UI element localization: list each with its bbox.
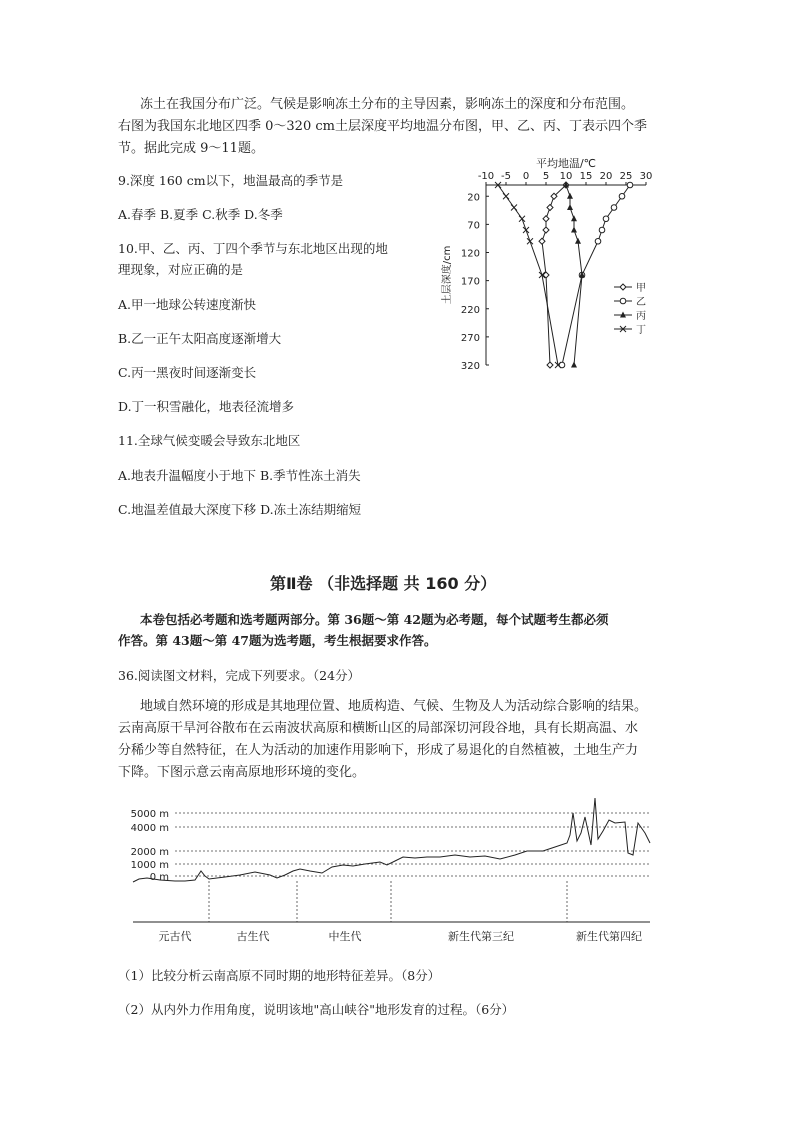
- elevation-label: 1000 m: [130, 860, 169, 871]
- section-2-instructions-2: 作答。第 43题～第 47题为选考题，考生根据要求作答。: [118, 633, 437, 648]
- q10-option-b: B.乙一正午太阳高度逐渐增大: [118, 331, 282, 346]
- intro-line-1: 冻土在我国分布广泛。气候是影响冻土分布的主导因素，影响冻土的深度和分布范围。: [140, 97, 635, 112]
- terrain-profile-line: [130, 798, 650, 882]
- series-marker: [539, 238, 545, 244]
- q36-para-2: 云南高原干旱河谷散布在云南波状高原和横断山区的局部深切河段谷地，具有长期高温、水: [118, 721, 639, 736]
- elevation-label: 4000 m: [130, 823, 169, 834]
- series-marker: [627, 182, 633, 188]
- q36-stem: 36.阅读图文材料，完成下列要求。（24分）: [118, 668, 361, 683]
- q36-para-4: 下降。下图示意云南高原地形环境的变化。: [118, 765, 366, 780]
- series-marker: [543, 216, 549, 222]
- q36-para-3: 分稀少等自然特征，在人为活动的加速作用影响下，形成了易退化的自然植被，土地生产力: [118, 743, 639, 758]
- legend-item: [614, 296, 646, 308]
- legend-label: 丙: [636, 311, 646, 322]
- x-tick-label: 20: [599, 171, 613, 182]
- period-label: 中生代: [328, 930, 362, 943]
- q9-options: A.春季 B.夏季 C.秋季 D.冬季: [118, 207, 283, 222]
- legend-item: [614, 282, 646, 294]
- y-tick-label: 270: [460, 332, 480, 344]
- series-marker: [571, 227, 577, 233]
- legend-label: 甲: [636, 283, 646, 294]
- q10-option-c: C.丙一黑夜时间逐渐变长: [118, 365, 257, 380]
- y-tick-label: 120: [460, 248, 480, 260]
- chart-title: 平均地温/℃: [535, 157, 597, 170]
- soil-temperature-chart: [436, 155, 676, 380]
- y-tick-label: 20: [467, 192, 480, 204]
- period-label: 新生代第四纪: [576, 930, 642, 943]
- series-marker: [567, 204, 573, 210]
- elevation-label: 5000 m: [130, 809, 169, 820]
- series-marker: [547, 205, 553, 211]
- x-tick-label: -10: [477, 171, 495, 182]
- legend-label: 丁: [636, 325, 646, 336]
- legend-item: [614, 310, 646, 322]
- q36-sub-2: （2）从内外力作用角度，说明该地"高山峡谷"地形发育的过程。（6分）: [118, 1002, 515, 1017]
- section-2-instructions-1: 本卷包括必考题和选考题两部分。第 36题～第 42题为必考题，每个试题考生都必须: [140, 612, 609, 627]
- q10-stem-2: 理现象，对应正确的是: [118, 262, 244, 277]
- x-tick-label: 0: [522, 171, 530, 182]
- series-marker: [603, 216, 609, 222]
- series-乙: [559, 182, 633, 368]
- q10-stem-1: 10.甲、乙、丙、丁四个季节与东北地区出现的地: [118, 241, 388, 256]
- q11-options-2: C.地温差值最大深度下移 D.冻土冻结期缩短: [118, 502, 362, 517]
- q36-para-1: 地域自然环境的形成是其地理位置、地质构造、气候、生物及人为活动综合影响的结果。: [140, 699, 648, 714]
- y-tick-label: 70: [467, 220, 480, 232]
- legend-label: 乙: [636, 297, 646, 308]
- elevation-label: 2000 m: [130, 847, 169, 858]
- series-marker: [620, 298, 626, 304]
- section-2-title: 第Ⅱ卷 （非选择题 共 160 分）: [270, 574, 497, 593]
- series-line: [562, 185, 630, 365]
- series-marker: [619, 193, 625, 199]
- series-marker: [547, 362, 553, 368]
- series-marker: [575, 238, 581, 244]
- period-label: 元古代: [158, 930, 192, 943]
- period-label: 古生代: [236, 930, 270, 943]
- x-tick-label: 10: [559, 171, 573, 182]
- q36-sub-1: （1）比较分析云南高原不同时期的地形特征差异。（8分）: [118, 968, 441, 983]
- series-marker: [543, 227, 549, 233]
- y-tick-label: 320: [460, 361, 480, 372]
- y-tick-label: 220: [460, 304, 480, 316]
- series-marker: [571, 362, 577, 368]
- x-tick-label: 25: [619, 171, 633, 182]
- q11-stem: 11.全球气候变暖会导致东北地区: [118, 433, 301, 448]
- y-tick-label: 170: [460, 276, 480, 288]
- series-marker: [599, 227, 605, 233]
- legend-item: [614, 324, 646, 336]
- series-丙: [563, 182, 585, 368]
- elevation-label: 0 m: [149, 872, 169, 883]
- q11-options-1: A.地表升温幅度小于地下 B.季节性冻土消失: [118, 468, 361, 483]
- series-marker: [595, 238, 601, 244]
- intro-line-2: 右图为我国东北地区四季 0～320 cm土层深度平均地温分布图，甲、乙、丙、丁表示四个季: [118, 119, 647, 134]
- series-marker: [611, 205, 617, 211]
- q10-option-a: A.甲一地球公转速度渐快: [118, 297, 257, 312]
- q9-stem: 9.深度 160 cm以下，地温最高的季节是: [118, 173, 344, 188]
- series-marker: [620, 284, 626, 290]
- intro-line-3: 节。据此完成 9～11题。: [118, 141, 264, 156]
- y-axis-label: 土层深度/cm: [442, 245, 453, 305]
- series-marker: [567, 193, 573, 199]
- q10-option-d: D.丁一积雪融化，地表径流增多: [118, 399, 295, 414]
- x-tick-label: 30: [639, 171, 653, 182]
- x-tick-label: -5: [501, 171, 511, 182]
- x-tick-label: 5: [542, 171, 550, 182]
- period-label: 新生代第三纪: [448, 930, 514, 943]
- terrain-profile-chart: [125, 795, 665, 950]
- series-marker: [571, 215, 577, 221]
- x-tick-label: 15: [579, 171, 593, 182]
